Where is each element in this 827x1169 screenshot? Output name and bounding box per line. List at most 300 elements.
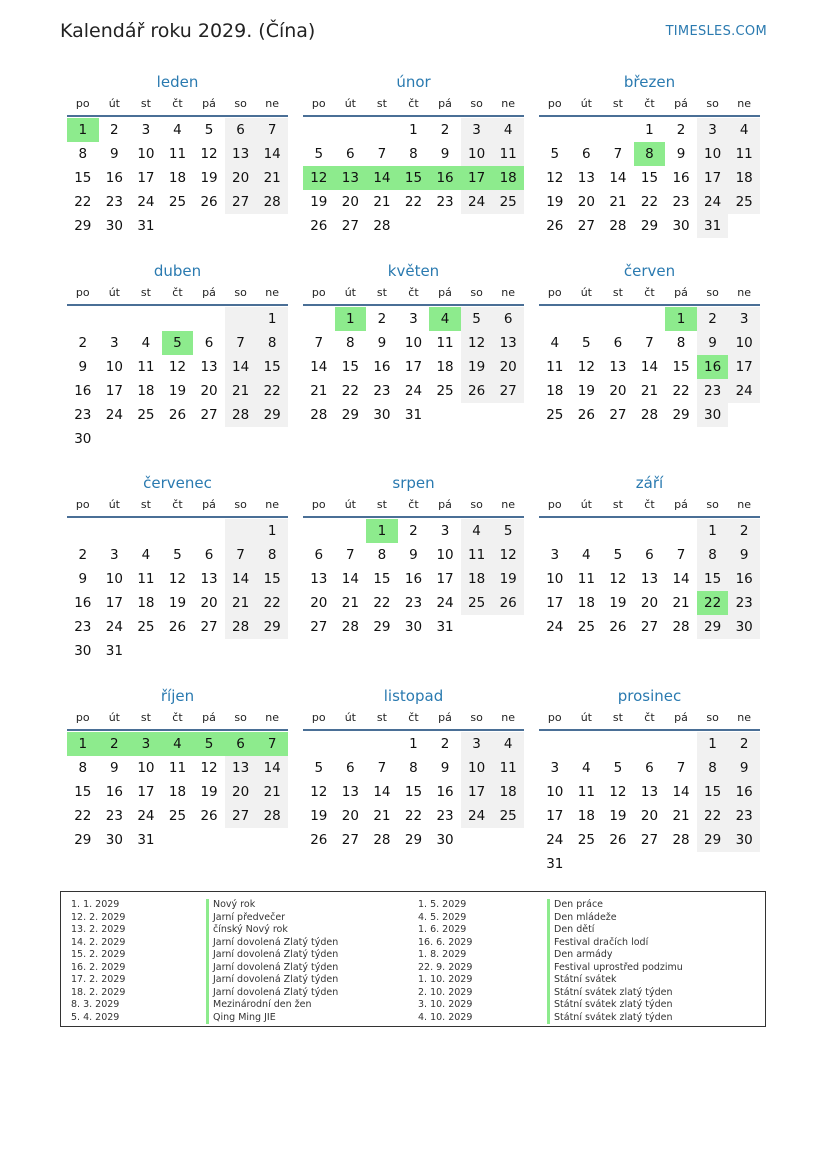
day-cell: 30: [697, 403, 729, 427]
empty-cell: [571, 307, 603, 331]
day-cell: 16: [697, 355, 729, 379]
day-cell: 6: [346, 146, 355, 162]
weekday-label: so: [706, 498, 719, 511]
day-cell: 21: [225, 379, 257, 403]
day-cell: 2: [440, 122, 450, 138]
day-cell: 13: [310, 571, 328, 587]
day-cell: 12: [168, 359, 187, 375]
day-cell: 30: [74, 431, 92, 447]
day-cell: 25: [168, 194, 187, 210]
legend-date: 5. 4. 2029: [71, 1011, 120, 1023]
day-cell: 9: [697, 331, 729, 355]
day-cell: 22: [640, 194, 659, 210]
day-cell: 17: [137, 170, 155, 186]
legend-holiday-name: Den dětí: [547, 924, 683, 937]
day-cell: 24: [436, 595, 454, 611]
weekday-label: st: [612, 97, 623, 110]
day-cell: 23: [404, 595, 423, 611]
day-cell: 24: [697, 190, 729, 214]
day-cell: 25: [461, 591, 493, 615]
weekday-label: út: [108, 97, 120, 110]
empty-cell: [398, 214, 430, 238]
day-cell: 5: [461, 307, 493, 331]
month-říjen: [67, 685, 288, 852]
day-cell: 9: [110, 760, 119, 776]
day-cell: 29: [256, 403, 288, 427]
month-březen: [539, 71, 760, 238]
day-cell: 26: [492, 591, 524, 615]
day-cell: 31: [546, 856, 564, 872]
legend-holiday-name: Jarní dovolená Zlatý týden: [206, 987, 338, 1000]
day-cell: 25: [577, 619, 595, 635]
weekday-label: út: [344, 711, 356, 724]
month-name: únor: [396, 73, 431, 91]
weekday-label: ne: [737, 97, 752, 110]
weekday-label: ne: [501, 97, 516, 110]
day-cell: 23: [105, 808, 123, 824]
month-únor: [303, 71, 524, 238]
day-cell: 5: [492, 519, 524, 543]
day-cell: 14: [256, 142, 288, 166]
day-cell: 4: [728, 118, 760, 142]
day-cell: 27: [609, 407, 627, 423]
day-grid: [303, 519, 524, 639]
empty-cell: [256, 214, 288, 238]
day-cell: 18: [137, 383, 155, 399]
page-title: Kalendář roku 2029. (Čína): [60, 20, 316, 42]
weekday-header: [67, 93, 288, 117]
empty-cell: [366, 732, 398, 756]
weekday-label: pá: [674, 498, 688, 511]
weekday-label: pá: [438, 498, 452, 511]
day-cell: 9: [728, 543, 760, 567]
day-cell: 21: [310, 383, 328, 399]
empty-cell: [539, 307, 571, 331]
legend-holiday-name: Státní svátek zlatý týden: [547, 999, 683, 1012]
day-cell: 29: [640, 218, 659, 234]
month-name: prosinec: [617, 687, 682, 705]
weekday-label: út: [344, 498, 356, 511]
day-cell: 12: [200, 146, 218, 162]
day-cell: 12: [310, 784, 328, 800]
weekday-label: pá: [674, 97, 688, 110]
empty-cell: [366, 118, 398, 142]
day-cell: 23: [672, 194, 690, 210]
day-cell: 16: [672, 170, 690, 186]
weekday-label: ne: [265, 286, 280, 299]
day-cell: 31: [404, 407, 423, 423]
day-cell: 7: [377, 146, 387, 162]
day-cell: 21: [256, 166, 288, 190]
weekday-label: po: [311, 97, 326, 110]
day-cell: 20: [492, 355, 524, 379]
empty-cell: [99, 427, 131, 451]
month-září: [539, 472, 760, 639]
day-cell: 8: [676, 335, 686, 351]
day-cell: 27: [341, 832, 359, 848]
weekday-label: ne: [501, 286, 516, 299]
day-cell: 1: [645, 122, 654, 138]
day-cell: 4: [141, 335, 151, 351]
day-cell: 2: [728, 519, 760, 543]
weekday-label: ne: [737, 711, 752, 724]
day-cell: 23: [728, 804, 760, 828]
day-cell: 21: [256, 780, 288, 804]
day-cell: 12: [168, 571, 187, 587]
legend-date: 18. 2. 2029: [71, 986, 126, 998]
empty-cell: [539, 732, 571, 756]
day-cell: 29: [74, 218, 92, 234]
day-cell: 1: [67, 732, 99, 756]
day-cell: 18: [168, 170, 187, 186]
day-cell: 15: [640, 170, 659, 186]
empty-cell: [162, 214, 194, 238]
weekday-label: so: [706, 711, 719, 724]
day-cell: 2: [99, 732, 131, 756]
day-cell: 14: [640, 359, 659, 375]
day-cell: 12: [609, 571, 627, 587]
empty-cell: [665, 519, 697, 543]
day-cell: 28: [256, 804, 288, 828]
day-cell: 16: [105, 170, 123, 186]
day-cell: 25: [728, 190, 760, 214]
weekday-label: čt: [172, 498, 183, 511]
empty-cell: [130, 639, 162, 663]
day-cell: 3: [550, 760, 560, 776]
legend-names-col-2: [547, 899, 683, 1024]
day-cell: 6: [204, 547, 214, 563]
day-cell: 8: [256, 331, 288, 355]
day-cell: 19: [546, 194, 564, 210]
day-cell: 26: [609, 832, 627, 848]
day-grid: [67, 307, 288, 451]
weekday-label: út: [344, 97, 356, 110]
day-cell: 4: [429, 307, 461, 331]
weekday-label: út: [108, 286, 120, 299]
day-cell: 10: [137, 760, 155, 776]
day-cell: 8: [409, 760, 418, 776]
empty-cell: [539, 118, 571, 142]
day-cell: 22: [404, 194, 423, 210]
legend-holiday-name: čínský Nový rok: [206, 924, 338, 937]
weekday-label: so: [234, 286, 247, 299]
weekday-label: ne: [265, 97, 280, 110]
day-cell: 1: [67, 118, 99, 142]
empty-cell: [162, 828, 194, 852]
empty-cell: [225, 307, 257, 331]
day-cell: 18: [168, 784, 187, 800]
empty-cell: [99, 519, 131, 543]
day-cell: 21: [341, 595, 359, 611]
weekday-label: po: [547, 498, 562, 511]
day-cell: 3: [130, 732, 162, 756]
day-cell: 30: [105, 218, 123, 234]
day-cell: 25: [436, 383, 454, 399]
day-cell: 17: [404, 359, 423, 375]
legend-dates-col-2: [418, 899, 472, 1024]
day-cell: 21: [640, 383, 659, 399]
day-cell: 11: [461, 543, 493, 567]
day-cell: 28: [225, 403, 257, 427]
day-cell: 13: [200, 571, 218, 587]
day-cell: 14: [256, 756, 288, 780]
day-cell: 15: [398, 166, 430, 190]
empty-cell: [634, 307, 666, 331]
day-cell: 25: [577, 832, 595, 848]
weekday-label: po: [75, 286, 90, 299]
empty-cell: [602, 519, 634, 543]
day-cell: 11: [168, 146, 187, 162]
day-cell: 13: [335, 166, 367, 190]
legend-holiday-name: Státní svátek zlatý týden: [547, 987, 683, 1000]
legend-holiday-name: Státní svátek zlatý týden: [547, 1012, 683, 1025]
weekday-label: po: [547, 711, 562, 724]
empty-cell: [634, 519, 666, 543]
day-cell: 22: [697, 804, 729, 828]
day-cell: 10: [546, 784, 564, 800]
weekday-label: út: [580, 711, 592, 724]
day-cell: 5: [193, 732, 225, 756]
day-cell: 17: [137, 784, 155, 800]
empty-cell: [256, 639, 288, 663]
day-cell: 7: [314, 335, 324, 351]
day-cell: 27: [225, 804, 257, 828]
day-cell: 24: [105, 619, 123, 635]
weekday-label: st: [376, 711, 387, 724]
weekday-label: st: [376, 286, 387, 299]
day-cell: 3: [440, 523, 450, 539]
day-grid: [303, 307, 524, 427]
day-cell: 8: [409, 146, 418, 162]
day-cell: 24: [137, 808, 155, 824]
legend-date: 4. 10. 2029: [418, 1011, 473, 1023]
day-cell: 7: [613, 146, 623, 162]
day-cell: 15: [697, 780, 729, 804]
day-cell: 20: [640, 595, 659, 611]
day-cell: 7: [346, 547, 355, 563]
empty-cell: [492, 828, 524, 852]
day-cell: 22: [74, 808, 92, 824]
weekday-label: ne: [265, 498, 280, 511]
month-name: květen: [387, 262, 440, 280]
day-cell: 12: [303, 166, 335, 190]
day-cell: 14: [225, 355, 257, 379]
legend-date: 15. 2. 2029: [71, 949, 126, 960]
day-cell: 23: [373, 383, 391, 399]
day-cell: 1: [697, 519, 729, 543]
weekday-label: st: [140, 711, 151, 724]
day-grid: [67, 519, 288, 663]
day-cell: 30: [728, 615, 760, 639]
weekday-header: [539, 707, 760, 731]
day-cell: 29: [404, 832, 423, 848]
empty-cell: [67, 307, 99, 331]
day-cell: 2: [697, 307, 729, 331]
legend-dates-col-1: [71, 899, 125, 1024]
month-duben: [67, 260, 288, 451]
day-cell: 21: [672, 595, 690, 611]
day-cell: 13: [225, 142, 257, 166]
weekday-label: ne: [501, 498, 516, 511]
day-cell: 20: [341, 194, 359, 210]
day-cell: 8: [634, 142, 666, 166]
day-cell: 18: [492, 780, 524, 804]
day-cell: 9: [676, 146, 686, 162]
day-cell: 1: [256, 519, 288, 543]
day-cell: 10: [461, 142, 493, 166]
weekday-header: [303, 707, 524, 731]
day-cell: 8: [346, 335, 355, 351]
empty-cell: [461, 214, 493, 238]
day-cell: 29: [697, 828, 729, 852]
weekday-label: so: [470, 286, 483, 299]
weekday-label: po: [311, 711, 326, 724]
day-cell: 21: [373, 808, 391, 824]
day-cell: 13: [640, 784, 659, 800]
day-cell: 13: [225, 756, 257, 780]
legend-date: 16. 2. 2029: [71, 961, 126, 973]
day-cell: 27: [492, 379, 524, 403]
day-cell: 5: [582, 335, 591, 351]
day-cell: 1: [697, 732, 729, 756]
weekday-label: út: [108, 498, 120, 511]
empty-cell: [303, 307, 335, 331]
day-cell: 31: [697, 214, 729, 238]
day-grid: [539, 732, 760, 876]
weekday-label: út: [580, 498, 592, 511]
day-grid: [303, 118, 524, 238]
day-cell: 28: [609, 218, 627, 234]
day-cell: 7: [256, 118, 288, 142]
holiday-legend: [60, 891, 766, 1027]
day-cell: 26: [461, 379, 493, 403]
legend-date: 8. 3. 2029: [71, 999, 120, 1010]
weekday-label: út: [108, 711, 120, 724]
day-cell: 6: [204, 335, 214, 351]
day-cell: 23: [105, 194, 123, 210]
legend-holiday-name: Jarní dovolená Zlatý týden: [206, 974, 338, 987]
legend-date: 1. 1. 2029: [71, 899, 120, 910]
day-cell: 13: [577, 170, 595, 186]
day-cell: 10: [404, 335, 423, 351]
day-grid: [539, 519, 760, 639]
day-cell: 4: [492, 118, 524, 142]
day-cell: 2: [440, 736, 450, 752]
day-cell: 11: [168, 760, 187, 776]
day-cell: 4: [582, 547, 591, 563]
empty-cell: [162, 427, 194, 451]
day-cell: 11: [436, 335, 454, 351]
weekday-label: pá: [674, 286, 688, 299]
day-cell: 3: [110, 547, 119, 563]
day-cell: 10: [461, 756, 493, 780]
day-cell: 8: [697, 756, 729, 780]
day-cell: 11: [492, 142, 524, 166]
day-cell: 18: [492, 166, 524, 190]
legend-holiday-name: Jarní dovolená Zlatý týden: [206, 949, 338, 962]
day-cell: 4: [162, 732, 194, 756]
day-cell: 30: [672, 218, 690, 234]
day-cell: 3: [550, 547, 560, 563]
empty-cell: [303, 118, 335, 142]
day-cell: 19: [577, 383, 595, 399]
empty-cell: [256, 427, 288, 451]
empty-cell: [665, 852, 697, 876]
day-cell: 13: [200, 359, 218, 375]
weekday-label: st: [376, 97, 387, 110]
day-cell: 23: [436, 808, 454, 824]
day-cell: 19: [310, 808, 328, 824]
day-cell: 1: [366, 519, 398, 543]
weekday-header: [303, 93, 524, 117]
site-link[interactable]: TIMESLES.COM: [665, 24, 767, 39]
empty-cell: [225, 828, 257, 852]
month-květen: [303, 260, 524, 427]
day-cell: 7: [225, 543, 257, 567]
day-cell: 16: [436, 784, 454, 800]
weekday-label: st: [140, 97, 151, 110]
legend-date: 14. 2. 2029: [71, 936, 126, 948]
weekday-header: [303, 282, 524, 306]
day-grid: [67, 732, 288, 852]
day-cell: 31: [105, 643, 123, 659]
day-cell: 10: [436, 547, 454, 563]
day-cell: 28: [225, 615, 257, 639]
day-cell: 14: [672, 784, 690, 800]
day-cell: 19: [492, 567, 524, 591]
day-cell: 28: [640, 407, 659, 423]
empty-cell: [130, 427, 162, 451]
day-cell: 19: [461, 355, 493, 379]
day-cell: 1: [665, 307, 697, 331]
weekday-label: so: [234, 97, 247, 110]
empty-cell: [728, 214, 760, 238]
weekday-label: so: [706, 286, 719, 299]
day-cell: 17: [105, 595, 123, 611]
day-cell: 27: [640, 619, 659, 635]
day-cell: 13: [492, 331, 524, 355]
day-cell: 30: [404, 619, 423, 635]
empty-cell: [225, 639, 257, 663]
month-name: březen: [623, 73, 676, 91]
day-cell: 3: [110, 335, 119, 351]
day-cell: 24: [137, 194, 155, 210]
weekday-label: st: [140, 498, 151, 511]
weekday-header: [539, 494, 760, 518]
day-cell: 11: [577, 784, 595, 800]
empty-cell: [99, 307, 131, 331]
day-cell: 12: [609, 784, 627, 800]
day-cell: 16: [373, 359, 391, 375]
day-cell: 19: [168, 595, 187, 611]
empty-cell: [193, 307, 225, 331]
empty-cell: [335, 118, 367, 142]
day-cell: 26: [200, 808, 218, 824]
day-cell: 15: [341, 359, 359, 375]
day-cell: 9: [78, 359, 88, 375]
legend-names-col-1: [206, 899, 338, 1024]
day-cell: 14: [672, 571, 690, 587]
day-cell: 26: [310, 832, 328, 848]
day-cell: 17: [461, 166, 493, 190]
day-cell: 20: [200, 595, 218, 611]
day-cell: 21: [609, 194, 627, 210]
legend-date: 4. 5. 2029: [418, 911, 467, 923]
empty-cell: [602, 307, 634, 331]
day-cell: 12: [200, 760, 218, 776]
day-cell: 4: [492, 732, 524, 756]
legend-date: 1. 5. 2029: [418, 899, 467, 910]
